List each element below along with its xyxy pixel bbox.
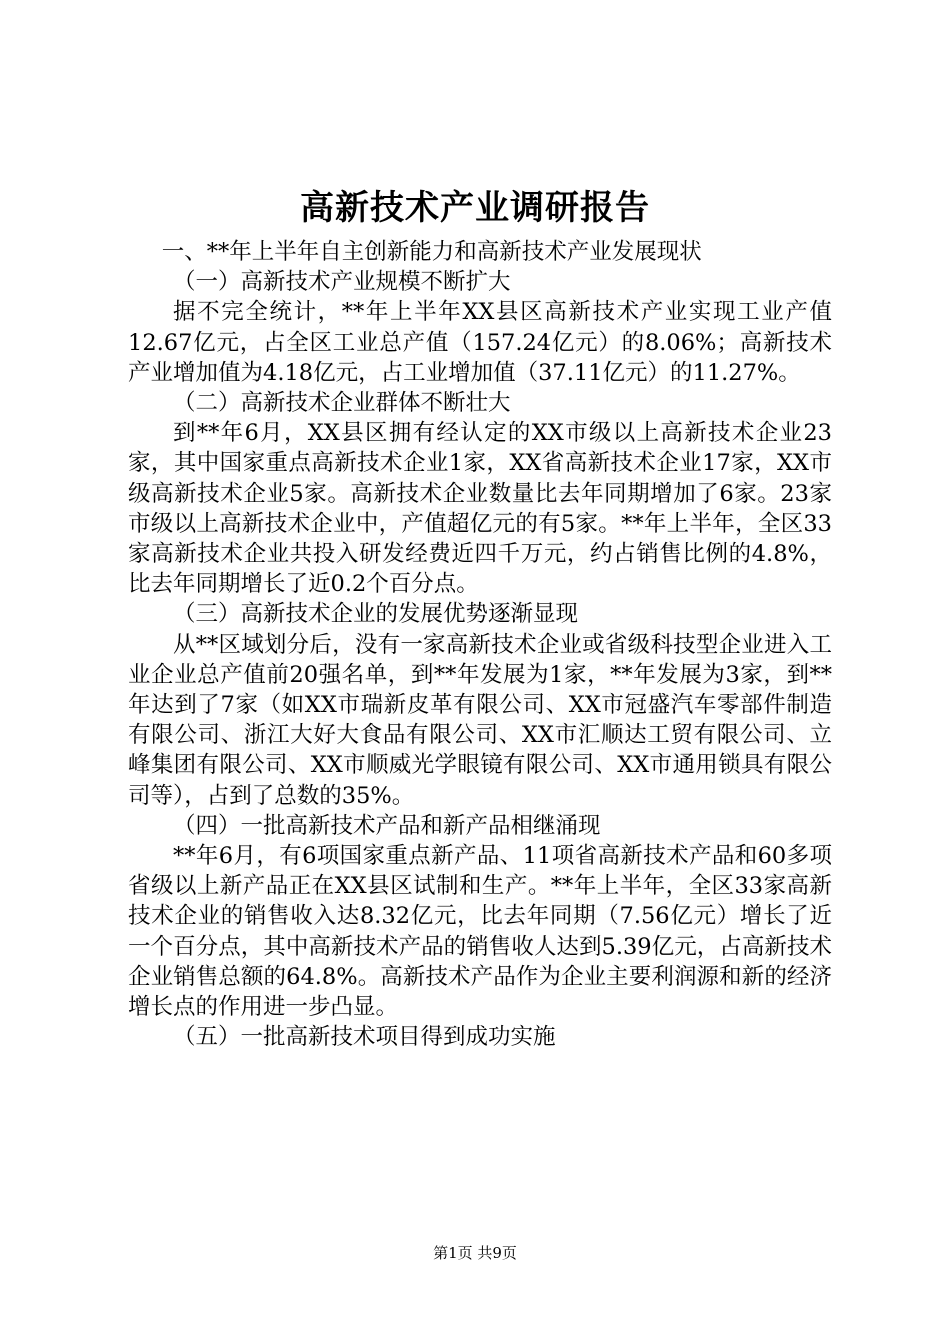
subsection-heading-5: （五）一批高新技术项目得到成功实施 xyxy=(173,1024,556,1051)
document-body xyxy=(128,237,832,1052)
paragraph-3: 从**区域划分后，没有一家高新技术企业或省级科技型企业进入工业企业总产值前20强名单，到**年发展为1家，**年发展为3家，到**年达到了7家（如XX市瑞新皮革有限公司、XX市冠盛汽车零部件制造有限公司、浙江大好大食品有限公司、XX市汇顺达工贸有限公司、立峰集团有限公司、XX市顺威光学眼镜有限公司、XX市通用锁具有限公司等），占到了总数的35%。 xyxy=(128,631,832,809)
subsection-heading-1: （一）高新技术产业规模不断扩大 xyxy=(173,269,511,296)
paragraph-2: 到**年6月，XX县区拥有经认定的XX市级以上高新技术企业23家，其中国家重点高新技术企业1家，XX省高新技术企业17家，XX市级高新技术企业5家。高新技术企业数量比去年同期增加了6家。23家市级以上高新技术企业中，产值超亿元的有5家。**年上半年，全区33家高新技术企业共投入研发经费近四千万元，约占销售比例的4.8%，比去年同期增长了近0.2个百分点。 xyxy=(128,420,832,598)
subsection-heading-2: （二）高新技术企业群体不断壮大 xyxy=(173,390,511,417)
paragraph-1: 据不完全统计，**年上半年XX县区高新技术产业实现工业产值12.67亿元，占全区工业总产值（157.24亿元）的8.06%；高新技术产业增加值为4.18亿元，占工业增加值（37.11亿元）的11.27%。 xyxy=(128,299,832,386)
section-heading-main: 一、**年上半年自主创新能力和高新技术产业发展现状 xyxy=(161,239,702,265)
subsection-heading-3: （三）高新技术企业的发展优势逐渐显现 xyxy=(173,601,579,628)
document-title: 高新技术产业调研报告 xyxy=(300,188,650,228)
paragraph-4: **年6月，有6项国家重点新产品、11项省高新技术产品和60多项省级以上新产品正在XX县区试制和生产。**年上半年，全区33家高新技术企业的销售收入达8.32亿元，比去年同期（7.56亿元）增长了近一个百分点，其中高新技术产品的销售收人达到5.39亿元，占高新技术企业销售总额的64.8%。高新技术产品作为企业主要利润源和新的经济增长点的作用进一步凸显。 xyxy=(128,843,832,1021)
page-footer: 第1页 共9页 xyxy=(433,1244,517,1262)
subsection-heading-4: （四）一批高新技术产品和新产品相继涌现 xyxy=(173,812,601,839)
